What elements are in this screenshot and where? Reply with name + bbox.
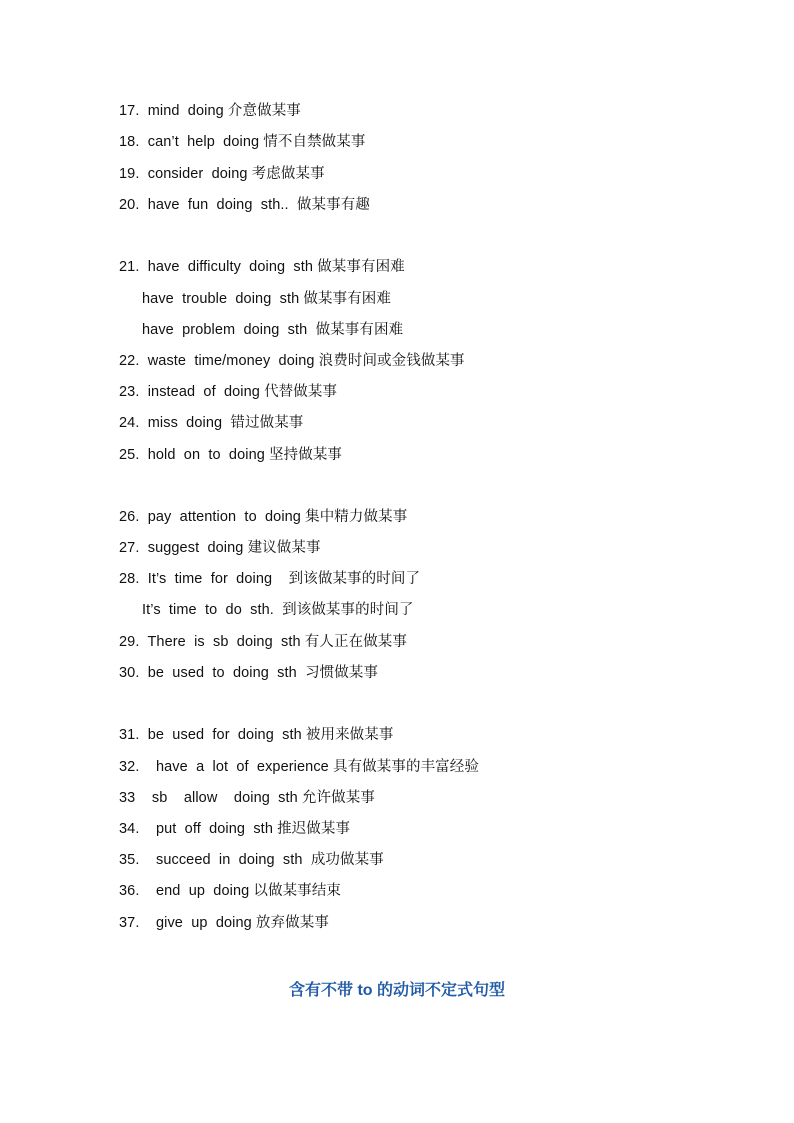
list-item: 31. be used for doing sth 被用来做某事: [119, 727, 394, 743]
list-item: 18. can’t help doing 情不自禁做某事: [119, 134, 366, 150]
list-item: 35. succeed in doing sth 成功做某事: [119, 852, 384, 868]
list-item: have trouble doing sth 做某事有困难: [142, 291, 391, 307]
list-item: 21. have difficulty doing sth 做某事有困难: [119, 259, 405, 275]
list-item: 25. hold on to doing 坚持做某事: [119, 447, 343, 463]
list-item: have problem doing sth 做某事有困难: [142, 322, 404, 338]
list-item: 23. instead of doing 代替做某事: [119, 384, 338, 400]
section-title: 含有不带 to 的动词不定式句型: [289, 982, 505, 999]
list-item: 27. suggest doing 建议做某事: [119, 540, 321, 556]
list-item: 17. mind doing 介意做某事: [119, 103, 301, 119]
list-item: 22. waste time/money doing 浪费时间或金钱做某事: [119, 353, 465, 369]
list-item: 29. There is sb doing sth 有人正在做某事: [119, 634, 407, 650]
list-item: 33 sb allow doing sth 允许做某事: [119, 790, 375, 806]
list-item: 36. end up doing 以做某事结束: [119, 883, 342, 899]
list-item: 37. give up doing 放弃做某事: [119, 915, 329, 931]
list-item: It’s time to do sth. 到该做某事的时间了: [142, 602, 414, 618]
list-item: 30. be used to doing sth 习惯做某事: [119, 665, 379, 681]
list-item: 26. pay attention to doing 集中精力做某事: [119, 509, 408, 525]
list-item: 34. put off doing sth 推迟做某事: [119, 821, 351, 837]
list-item: 24. miss doing 错过做某事: [119, 415, 304, 431]
list-item: 32. have a lot of experience 具有做某事的丰富经验: [119, 759, 479, 775]
list-item: 19. consider doing 考虑做某事: [119, 166, 325, 182]
list-item: 28. It’s time for doing 到该做某事的时间了: [119, 571, 421, 587]
list-item: 20. have fun doing sth.. 做某事有趣: [119, 197, 370, 213]
